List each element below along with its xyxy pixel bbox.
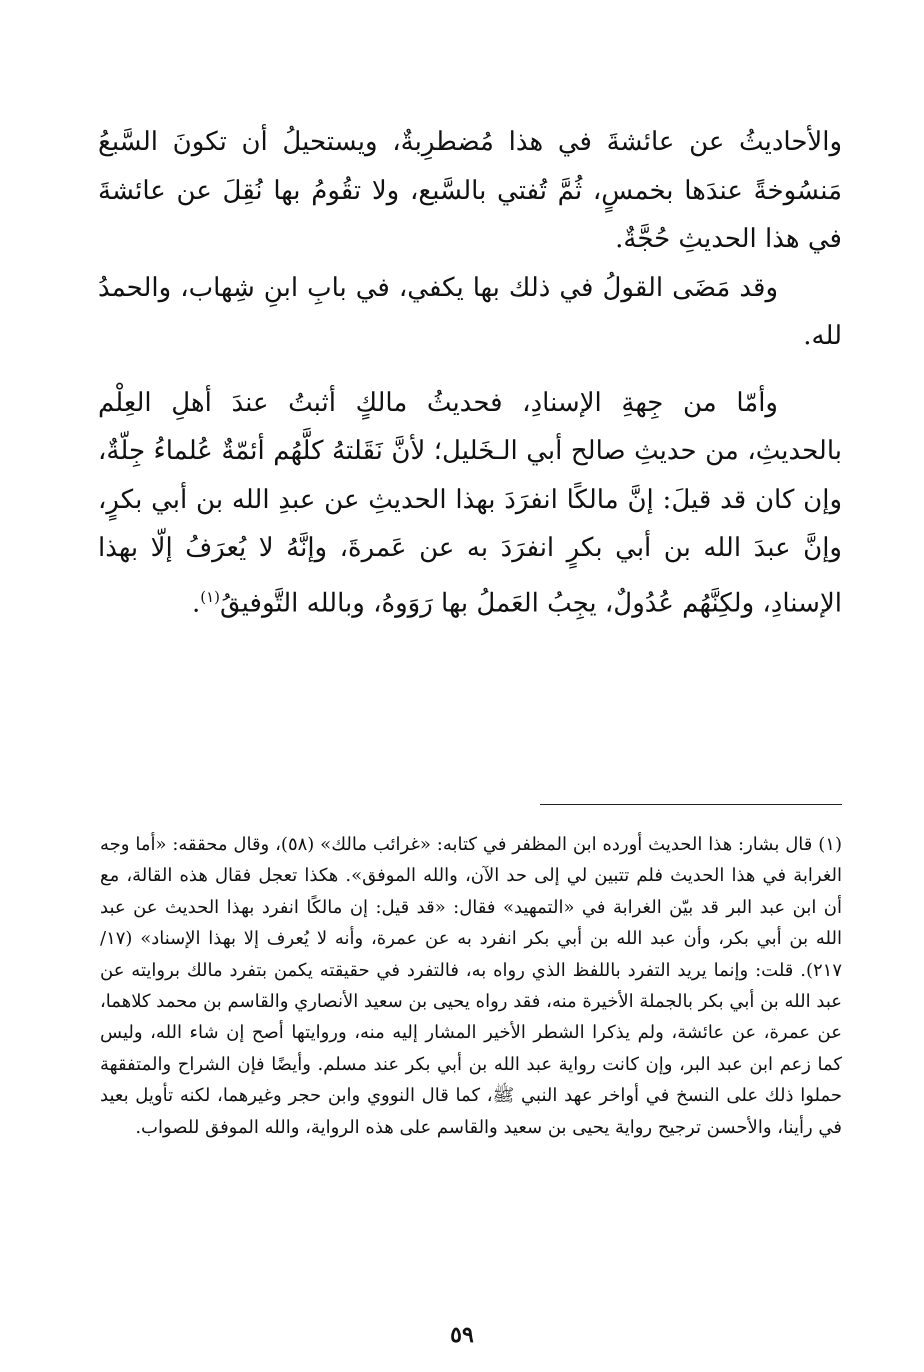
paragraph-3-text: وأمّا من جِهةِ الإسنادِ، فحديثُ مالكٍ أثبتُ عندَ أهلِ العِلْم بالحديثِ، من حديثِ صالح أبي الـخَليل؛ لأنَّ نَقَلتهُ كلَّهُم أئمّةٌ عُلماءُ جِلّةٌ، وإن كان قد قيلَ: إنَّ مالكًا انفرَدَ بهذا الحديثِ عن عبدِ الله بن أبي بكرٍ، وإنَّ عبدَ الله بن أبي بكرٍ انفرَدَ به عن عَمرةَ، وإنَّهُ لا يُعرَفُ إلّا بهذا الإسنادِ، ولكِنَّهُم عُدُولٌ، يجِبُ العَملُ بها رَوَوهُ، وبالله التَّوفيقُ — [98, 387, 842, 619]
paragraph-1: والأحاديثُ عن عائشةَ في هذا مُضطرِبةٌ، ويستحيلُ أن تكونَ السَّبعُ مَنسُوخةً عندَها بخمسٍ، ثُمَّ تُفتي بالسَّبع، ولا تقُومُ بها نُقِلَ عن عائشةَ في هذا الحديثِ حُجَّةٌ. — [98, 127, 842, 254]
paragraph-3-end: . — [191, 588, 201, 619]
footnote-reference[interactable]: (١) — [200, 587, 220, 606]
footnote-divider — [540, 804, 842, 805]
page-number: ٥٩ — [450, 1322, 474, 1348]
main-text-block — [98, 118, 842, 628]
paragraph-2: وقد مَضَى القولُ في ذلك بها يكفي، في بابِ ابنِ شِهاب، والحمدُ لله. — [98, 272, 842, 351]
paragraph-3 — [98, 379, 842, 628]
footnote-text: (١) قال بشار: هذا الحديث أورده ابن المظفر في كتابه: «غرائب مالك» (٥٨)، وقال محققه: «أما وجه الغرابة في هذا الحديث فلم تتبين لي إلى حد الآن، والله الموفق». هكذا تعجل فقال هذه القالة، مع أن ابن عبد البر قد بيّن الغرابة في «التمهيد» فقال: «قد قيل: إن مالكًا انفرد بهذا الحديث عن عبد الله بن أبي بكر، وأن عبد الله بن أبي بكر انفرد به عن عمرة، وأنه لا يُعرف إلا بهذا الإسناد» (١٧/ ٢١٧). قلت: وإنما يريد التفرد باللفظ الذي رواه به، فالتفرد في حقيقته يكمن بتفرد مالك بروايته عن عبد الله بن أبي بكر بالجملة الأخيرة منه، فقد رواه يحيى بن سعيد الأنصاري والقاسم بن محمد كلاهما، عن عمرة، عن عائشة، ولم يذكرا الشطر الأخير المشار إليه منه، وروايتها أصح إن شاء الله، وليس كما زعم ابن عبد البر، وإن كانت رواية عبد الله بن أبي بكر عند مسلم. وأيضًا فإن الشراح والمتفقهة حملوا ذلك على النسخ في أواخر عهد النبي ﷺ، كما قال النووي وابن حجر وغيرهما، لكنه تأويل بعيد في رأينا، والأحسن ترجيح رواية يحيى بن سعيد والقاسم على هذه الرواية، والله الموفق للصواب. — [100, 834, 842, 1138]
